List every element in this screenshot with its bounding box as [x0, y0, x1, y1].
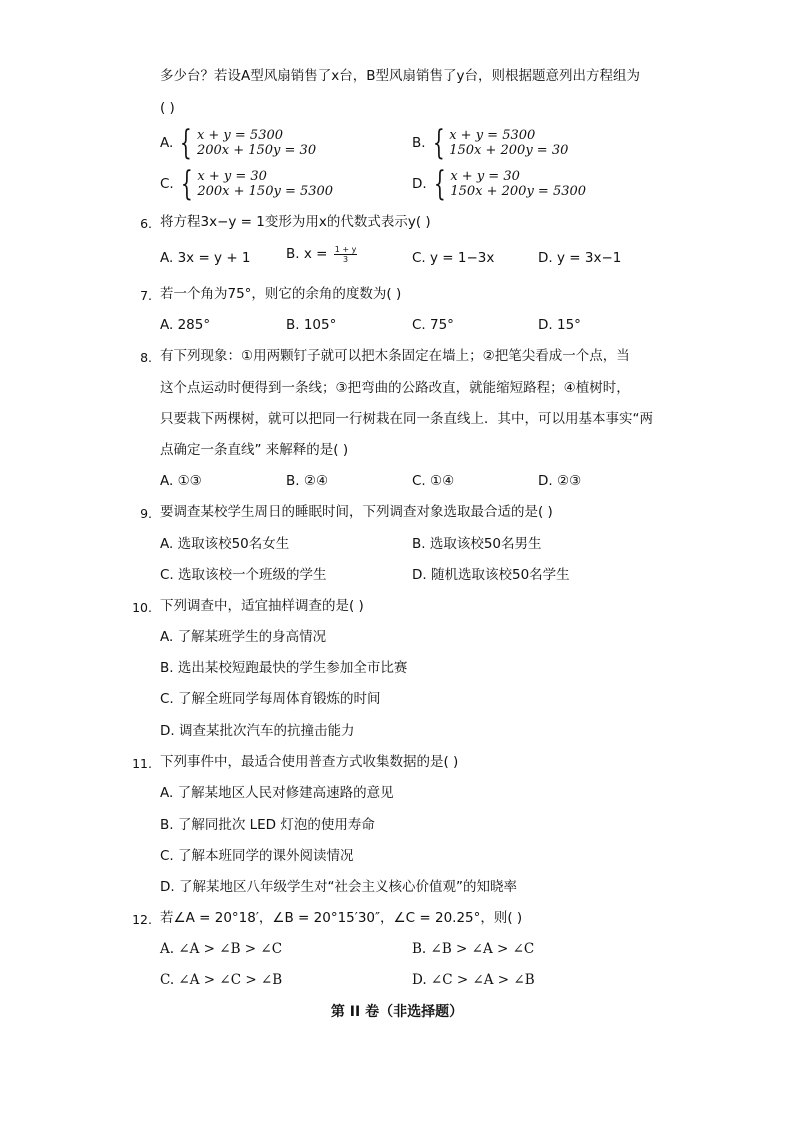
q5-a-eq1: x + y = 5300	[196, 128, 284, 143]
q10-number: 10.	[132, 600, 152, 615]
q12-option-a: A. ∠A > ∠B > ∠C	[160, 941, 283, 957]
brace-icon: {	[433, 164, 446, 204]
q12-option-c: C. ∠A > ∠C > ∠B	[160, 972, 283, 988]
q11-stem: 下列事件中，最适合使用普查方式收集数据的是( )	[160, 754, 459, 770]
q9-option-b: B. 选取该校50名男生	[412, 536, 542, 552]
q8-option-c: C. ①④	[412, 473, 455, 489]
q12-number: 12.	[132, 912, 152, 927]
q12-option-d: D. ∠C > ∠A > ∠B	[412, 972, 535, 988]
q12-option-b: B. ∠B > ∠A > ∠C	[412, 941, 535, 957]
brace-icon: {	[180, 123, 193, 163]
q10-option-a: A. 了解某班学生的身高情况	[160, 629, 327, 645]
q6-stem: 将方程3x−y = 1变形为用x的代数式表示y( )	[160, 214, 431, 230]
q5-c-eq2: 200x + 150y = 5300	[197, 184, 334, 199]
q5-b-eq2: 150x + 200y = 30	[449, 143, 569, 158]
q9-option-c: C. 选取该校一个班级的学生	[160, 567, 327, 583]
q11-option-c: C. 了解本班同学的课外阅读情况	[160, 848, 354, 864]
q7-option-c: C. 75°	[412, 317, 454, 333]
q8-option-d: D. ②③	[538, 473, 582, 489]
q5-option-c: C. { x + y = 30 200x + 150y = 5300	[160, 164, 334, 204]
q10-option-b: B. 选出某校短跑最快的学生参加全市比赛	[160, 660, 408, 676]
q6-option-b: B. x = $\frac{1 + y}{3}$	[286, 244, 357, 264]
q6-option-d: D. y = 3x−1	[538, 250, 622, 266]
q5-d-eq1: x + y = 30	[450, 169, 520, 184]
q5-stem-line1: 多少台？若设A型风扇销售了x台，B型风扇销售了y台，则根据题意列出方程组为	[160, 68, 640, 84]
q8-option-a: A. ①③	[160, 473, 202, 489]
q5-option-d: D. { x + y = 30 150x + 200y = 5300	[412, 164, 587, 204]
section-title: 第 II 卷（非选择题）	[330, 1004, 464, 1020]
q10-option-c: C. 了解全班同学每周体育锻炼的时间	[160, 691, 381, 707]
q9-option-d: D. 随机选取该校50名学生	[412, 567, 570, 583]
q11-option-d: D. 了解某地区八年级学生对“社会主义核心价值观”的知晓率	[160, 879, 517, 895]
q8-stem-line2: 这个点运动时便得到一条线；③把弯曲的公路改直，就能缩短路程；④植树时，	[160, 380, 630, 396]
q5-d-eq2: 150x + 200y = 5300	[450, 184, 587, 199]
q6-option-a: A. 3x = y + 1	[160, 250, 251, 266]
q10-option-d: D. 调查某批次汽车的抗撞击能力	[160, 723, 355, 739]
q9-stem: 要调查某校学生周日的睡眠时间，下列调查对象选取最合适的是( )	[160, 504, 553, 520]
q5-option-b: B. { x + y = 5300 150x + 200y = 30	[412, 123, 569, 163]
q8-stem-line1: 有下列现象：①用两颗钉子就可以把木条固定在墙上；②把笔尖看成一个点，当	[160, 348, 630, 364]
q8-stem-line3: 只要栽下两棵树，就可以把同一行树栽在同一条直线上．其中，可以用基本事实“两	[160, 411, 653, 427]
q12-stem: 若∠A = 20°18′，∠B = 20°15′30″，∠C = 20.25°，则( )	[160, 910, 523, 926]
q8-stem-line4: 点确定一条直线” 来解释的是( )	[160, 442, 349, 458]
q8-number: 8.	[140, 350, 152, 365]
q5-b-eq1: x + y = 5300	[449, 128, 536, 143]
q9-option-a: A. 选取该校50名女生	[160, 536, 290, 552]
q5-option-a: A. { x + y = 5300 200x + 150y = 30	[160, 123, 317, 163]
q7-option-a: A. 285°	[160, 317, 211, 333]
q11-number: 11.	[132, 756, 152, 771]
q6-option-c: C. y = 1−3x	[412, 250, 495, 266]
brace-icon: {	[432, 123, 445, 163]
q9-number: 9.	[140, 506, 152, 521]
q7-number: 7.	[140, 288, 152, 303]
q7-option-b: B. 105°	[286, 317, 337, 333]
q7-option-d: D. 15°	[538, 317, 581, 333]
q6-number: 6.	[140, 216, 152, 231]
q5-a-eq2: 200x + 150y = 30	[196, 143, 317, 158]
q5-c-eq1: x + y = 30	[197, 169, 267, 184]
brace-icon: {	[180, 164, 193, 204]
q5-stem-line2: ( )	[160, 100, 175, 116]
q7-stem: 若一个角为75°，则它的余角的度数为( )	[160, 286, 402, 302]
q10-stem: 下列调查中，适宜抽样调查的是( )	[160, 598, 364, 614]
fraction: $\frac{1 + y}{3}$	[334, 244, 357, 264]
q8-option-b: B. ②④	[286, 473, 329, 489]
q11-option-a: A. 了解某地区人民对修建高速路的意见	[160, 785, 394, 801]
q11-option-b: B. 了解同批次 LED 灯泡的使用寿命	[160, 817, 375, 833]
